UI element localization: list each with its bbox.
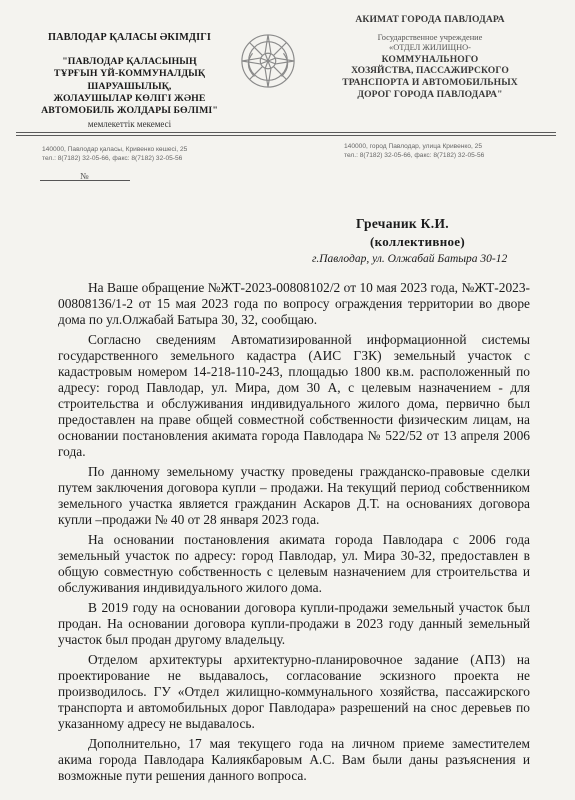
address-line: 140000, Павлодар қаласы, Кривенко көшесі, 25 (42, 146, 188, 153)
letterhead-russian-line: ТРАНСПОРТА И АВТОМОБИЛЬНЫХ (342, 77, 518, 89)
letterhead-divider (16, 135, 556, 136)
letterhead-russian-subtitle: «ОТДЕЛ ЖИЛИЩНО- (389, 43, 471, 53)
body-paragraph: В 2019 году на основании договора купли-продажи земельный участок был продан. На основании договора купли-продажи в 2023 году данный земельный участок был продан другому владельцу. (58, 600, 530, 648)
body-paragraph: На основании постановления акимата города Павлодара с 2006 года земельный участок по адресу: город Павлодар, ул. Мира 30-32, предоставлен в общую совместную собственность с целевым назначением для строительства и обслуживания индивидуального жилого дома. (58, 532, 530, 595)
letterhead-kazakh-line: ШАРУАШЫЛЫҚ, (87, 80, 172, 92)
recipient-kind: (коллективное) (370, 234, 466, 249)
address-russian (344, 143, 484, 160)
letterhead-kazakh-subtitle: мемлекеттік мекемесі (87, 119, 172, 130)
body-paragraph: По данному земельному участку проведены гражданско-правовые сделки путем заключения договора купли – продажи. На текущий период собственником земельного участка является гражданин Аскаров Д.Т. на основаниях договора купли –продажи № 40 от 28 января 2023 года. (58, 463, 530, 527)
body-paragraph: На Ваше обращение №ЖТ-2023-00808102/2 от 10 мая 2023 года, №ЖТ-2023-00808136/1-2 от 15 мая 2023 года по вопросу ограждения территории во дворе дома по ул.Олжабай Батыра 30, 32, сообщаю. (58, 280, 530, 327)
outgoing-number-mark: № (80, 171, 89, 181)
letterhead-russian-line: КОММУНАЛЬНОГО (381, 53, 479, 65)
letterhead-divider (16, 132, 556, 133)
body-paragraph: Отделом архитектуры архитектурно-планировочное задание (АПЗ) на проектирование не выдавалось, согласование эскизного проекта не производилось. ГУ «Отдел жилищно-коммунального хозяйства, пассажирского транспорта и автомобильных дорог Павлодара» разрешений на снос деревьев по указанному адресу не выдавалось. (58, 652, 530, 732)
letterhead-kazakh (22, 32, 237, 130)
address-line: 140000, город Павлодар, улица Кривенко, 25 (344, 143, 483, 150)
letterhead-kazakh-line: "ПАВЛОДАР ҚАЛАСЫНЫҢ (62, 56, 197, 68)
state-emblem-kazakhstan-icon (239, 32, 297, 90)
letterhead-russian-line: ДОРОГ ГОРОДА ПАВЛОДАРА" (357, 88, 503, 100)
address-line: тел.: 8(7182) 32-05-66, факс: 8(7182) 32-05-56 (344, 151, 485, 159)
letterhead-russian (320, 14, 540, 101)
letterhead-russian-title: АКИМАТ ГОРОДА ПАВЛОДАРА (355, 14, 505, 25)
recipient-address: г.Павлодар, ул. Олжабай Батыра 30-12 (312, 253, 508, 265)
address-kazakh (42, 146, 187, 163)
body-paragraph: Дополнительно, 17 мая текущего года на личном приеме заместителем акима города Павлодара Калиякбаровым А.С. Вам были даны разъяснения и возможные пути решения данного вопроса. (58, 736, 530, 784)
letterhead-kazakh-title: ПАВЛОДАР ҚАЛАСЫ ӘКІМДІГІ (48, 32, 211, 43)
letterhead-kazakh-line: ЖОЛАУШЫЛАР КӨЛІГІ ЖӘНЕ (53, 92, 206, 104)
letterhead-russian-subtitle: Государственное учреждение (377, 32, 483, 42)
outgoing-number-line (40, 180, 130, 181)
body-paragraph: Согласно сведениям Автоматизированной информационной системы государственного земельного кадастра (АИС ГЗК) земельный участок с кадастровым номером 14-218-110-243, площадью 1800 кв.м. расположенный по адресу: город Павлодар, ул. Мира, дом 30 А, с целевым назначением - для строительства и обслуживания индивидуального жилого дома, первично был предоставлен на праве общей совместной собственности физическим лицам, на основании постановления акимата города Павлодара № 522/52 от 13 апреля 2006 года. (58, 332, 530, 459)
letterhead-russian-line: ХОЗЯЙСТВА, ПАССАЖИРСКОГО (351, 65, 509, 77)
letterhead-kazakh-line: ТҰРҒЫН ҮЙ-КОММУНАЛДЫҚ (53, 68, 206, 80)
recipient-name: Гречаник К.И. (356, 216, 449, 231)
letter-body (58, 280, 530, 789)
letterhead-kazakh-line: АВТОМОБИЛЬ ЖОЛДАРЫ БӨЛІМІ" (41, 105, 218, 117)
address-line: тел.: 8(7182) 32-05-66, факс: 8(7182) 32-05-56 (42, 154, 183, 162)
